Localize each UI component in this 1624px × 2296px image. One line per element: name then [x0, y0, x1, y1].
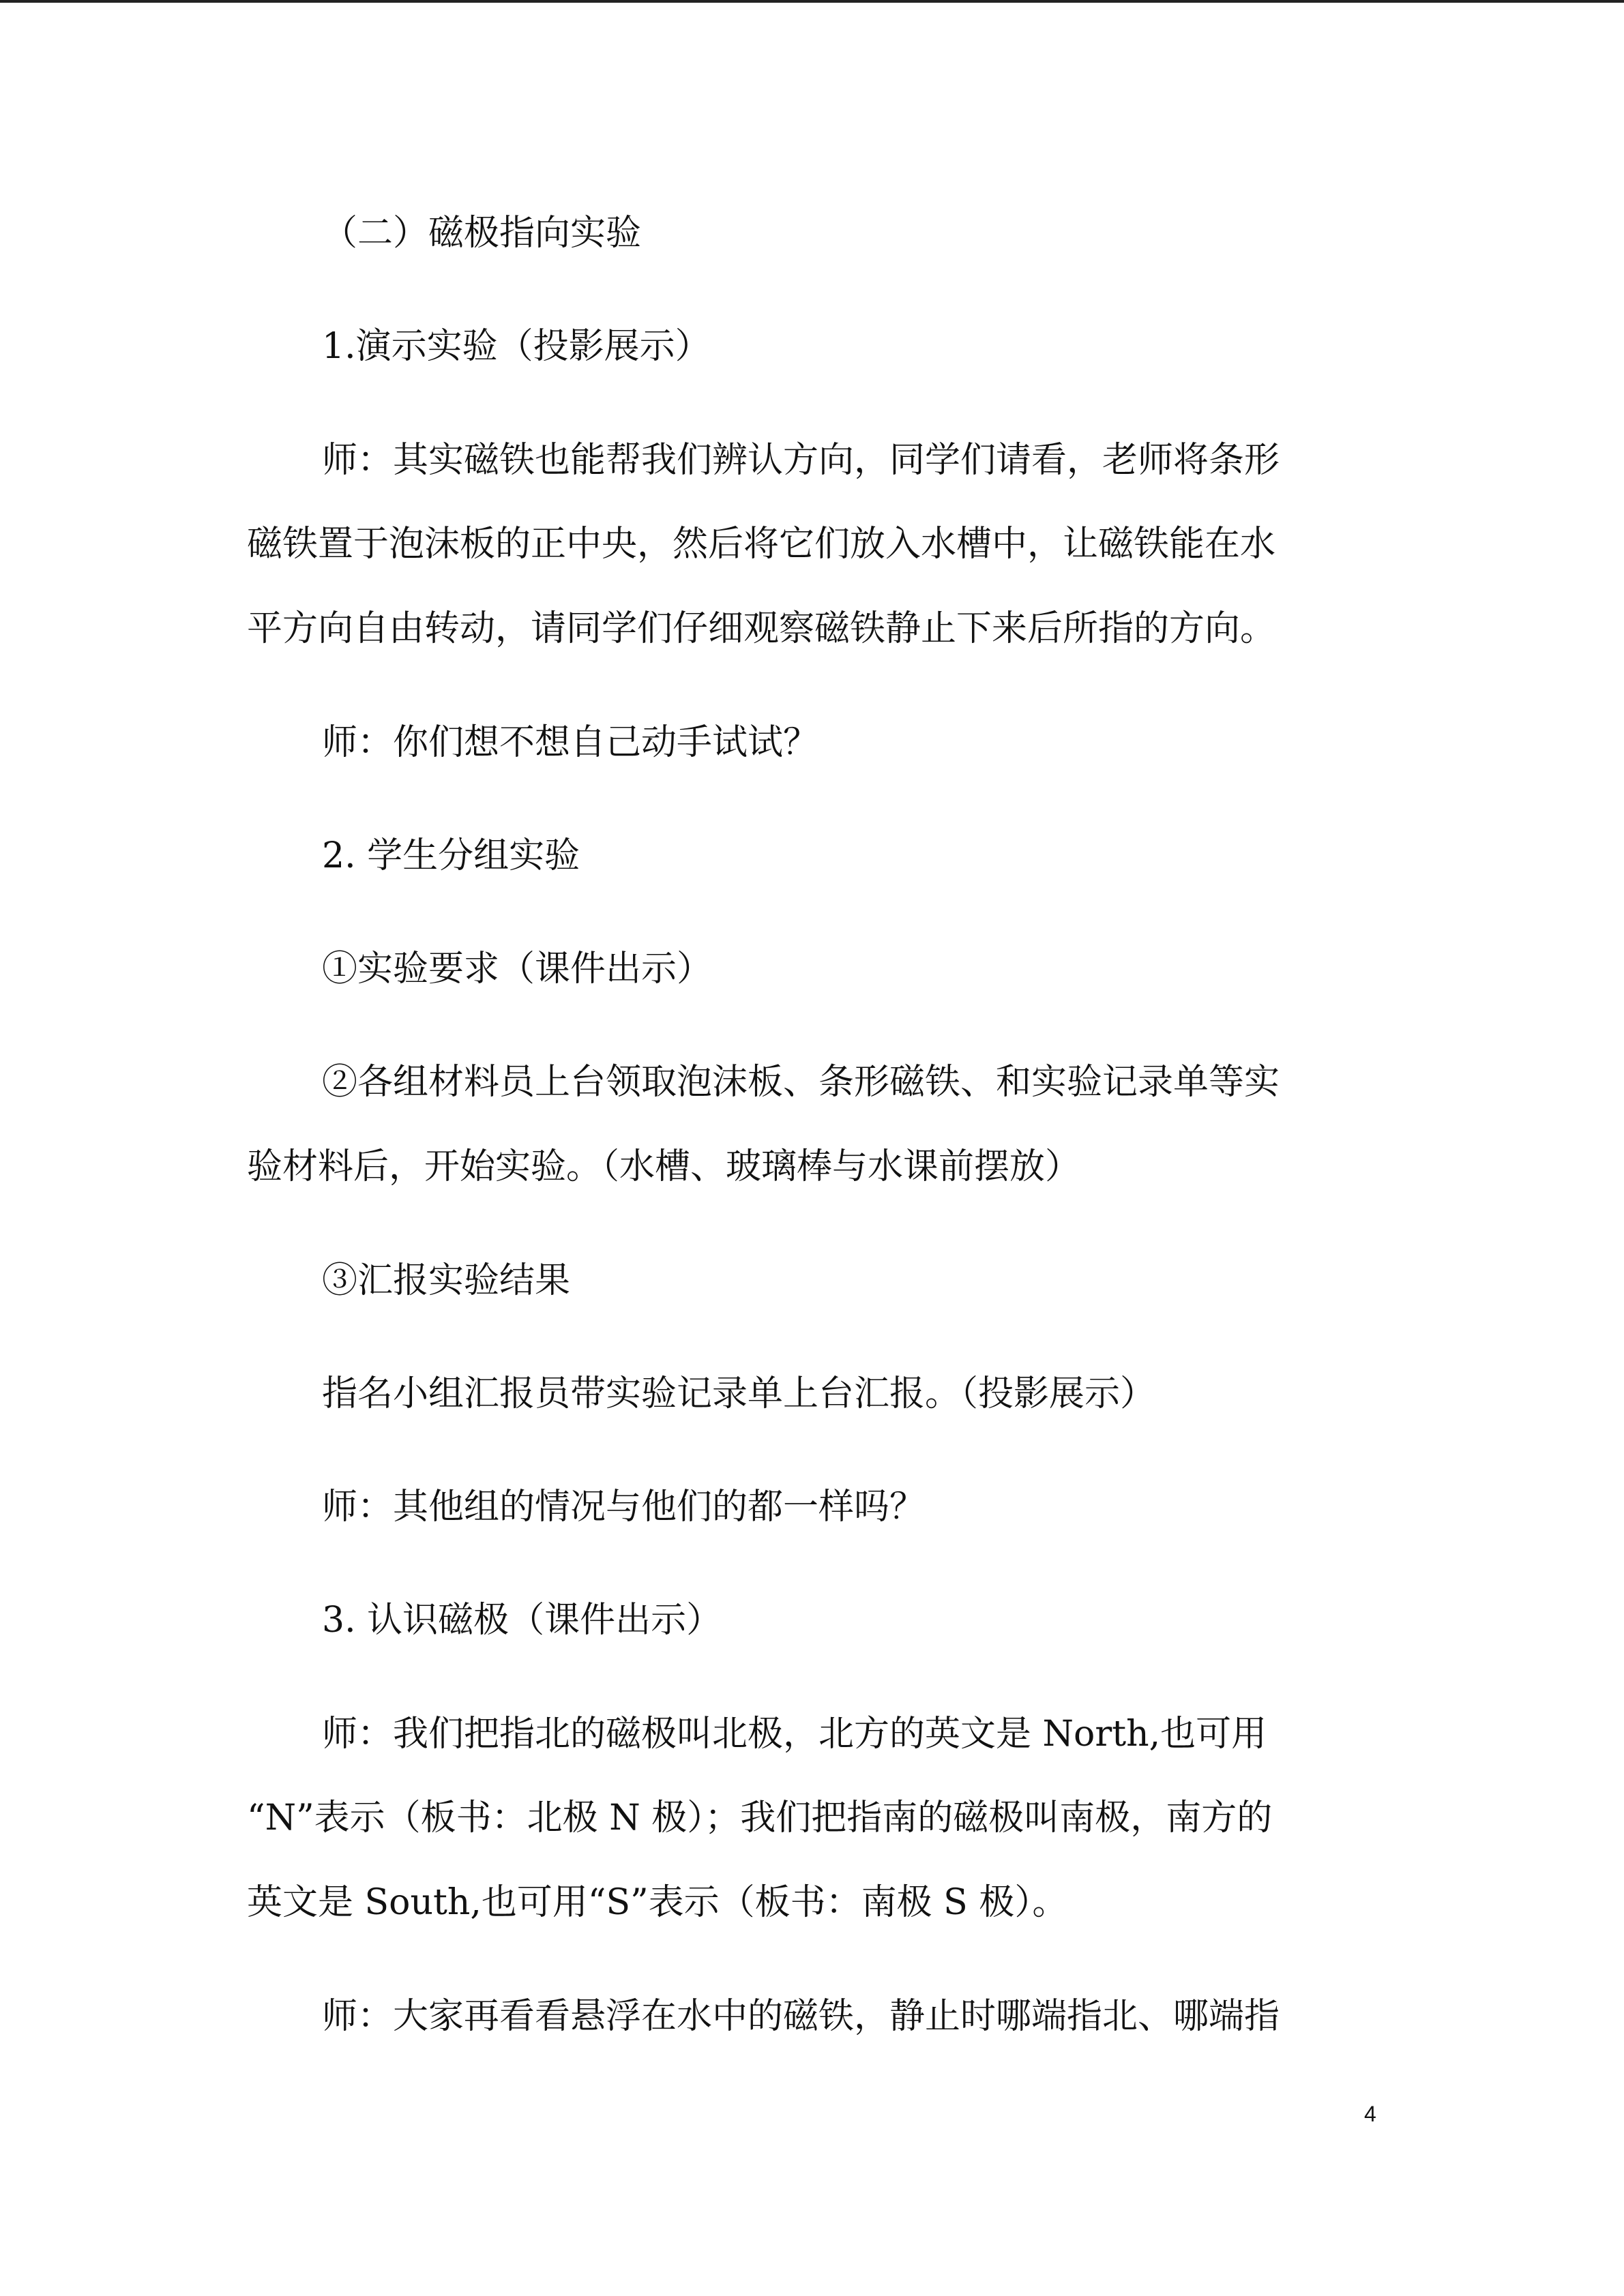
- paragraph-line: 英文是 South,也可用“S”表示（板书：南极 S 极）。: [247, 1882, 1068, 1923]
- subheading-demo-experiment: 1.演示实验（投影展示）: [322, 326, 711, 367]
- paragraph-line: 师：大家再看看悬浮在水中的磁铁，静止时哪端指北、哪端指: [322, 1996, 1280, 2037]
- section-heading: （二）磁极指向实验: [322, 213, 642, 254]
- paragraph-line: 磁铁置于泡沫板的正中央，然后将它们放入水槽中，让磁铁能在水: [247, 524, 1276, 565]
- paragraph-line: 师：我们把指北的磁极叫北极，北方的英文是 North,也可用: [322, 1714, 1267, 1755]
- paragraph-line: 师：其实磁铁也能帮我们辨认方向，同学们请看，老师将条形: [322, 440, 1280, 481]
- paragraph-line: 师：你们想不想自己动手试试？: [322, 722, 819, 763]
- paragraph-line: “N”表示（板书：北极 N 极）；我们把指南的磁极叫南极，南方的: [247, 1798, 1273, 1838]
- paragraph-line: 验材料后，开始实验。（水槽、玻璃棒与水课前摆放）: [247, 1146, 1081, 1187]
- paragraph-line: 师：其他组的情况与他们的都一样吗？: [322, 1487, 926, 1527]
- list-item: ①实验要求（课件出示）: [322, 949, 713, 989]
- top-border: [0, 0, 1624, 3]
- list-item: ③汇报实验结果: [322, 1260, 571, 1301]
- paragraph-line: 平方向自由转动，请同学们仔细观察磁铁静止下来后所指的方向。: [247, 608, 1276, 649]
- list-item: ②各组材料员上台领取泡沫板、条形磁铁、和实验记录单等实: [322, 1062, 1280, 1103]
- subheading-magnetic-poles: 3. 认识磁极（课件出示）: [322, 1600, 722, 1641]
- paragraph-line: 指名小组汇报员带实验记录单上台汇报。（投影展示）: [322, 1373, 1156, 1414]
- subheading-group-experiment: 2. 学生分组实验: [322, 835, 580, 876]
- page-number: 4: [1364, 2102, 1376, 2126]
